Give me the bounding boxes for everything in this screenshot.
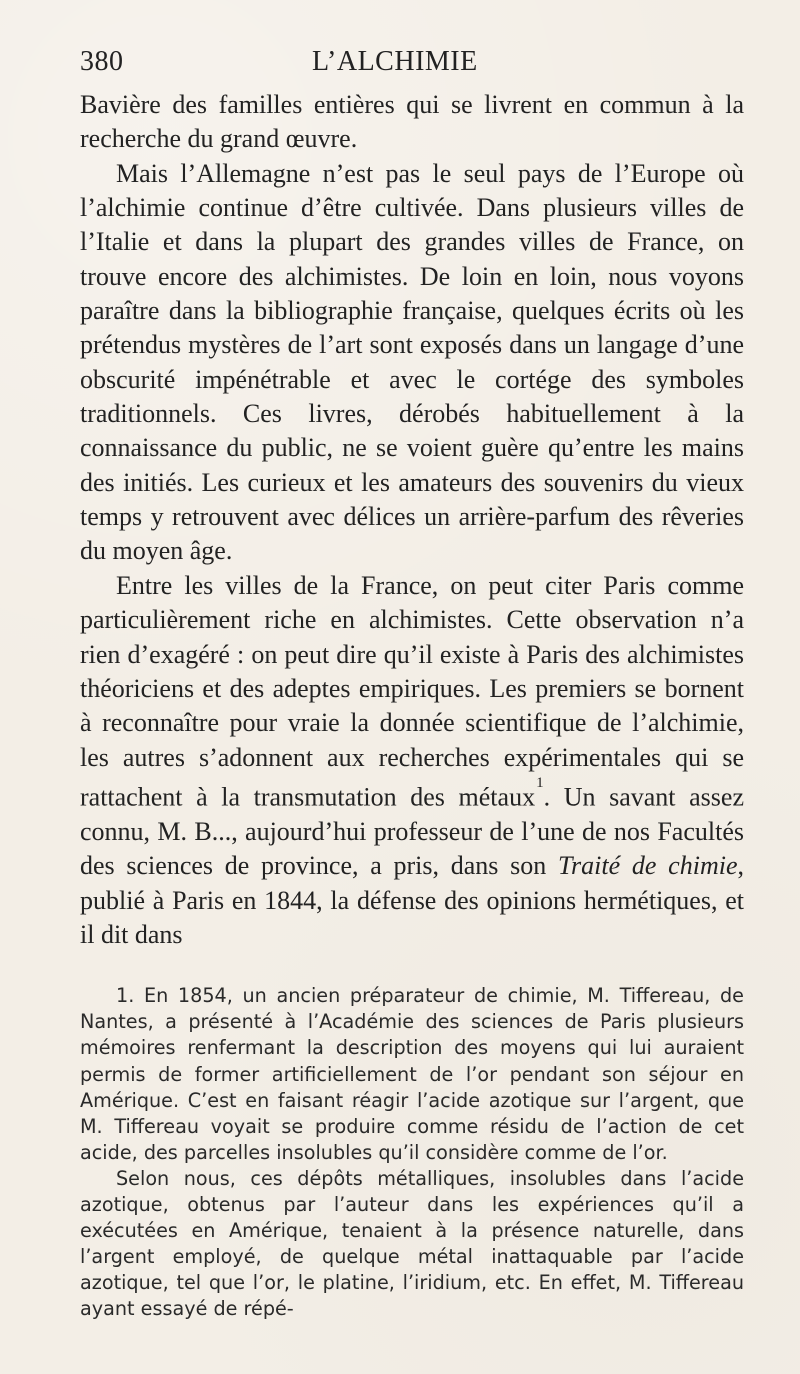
- paragraph-3-text-1: Entre les villes de la France, on peut citer Paris comme particulièrement riche en alchimistes. Cette observation n’a rien d’exagéré : on peut dire qu’il existe à Paris des alchimistes théoriciens et des adeptes empiriques. Les premiers se bornent à reconnaître pour vraie la donnée scientifique de l’alchimie, les autres s’adonnent aux recherches expérimentales qui se rattachent à la transmutation des métaux: [80, 570, 744, 812]
- footnote-1: 1. En 1854, un ancien préparateur de chimie, M. Tiffereau, de Nantes, a présenté à l’Académie des sciences de Paris plusieurs mémoires renfermant la description des moyens qui lui auraient permis de former artificiellement de l’or pendant son séjour en Amérique. C’est en faisant réagir l’acide azotique sur l’argent, que M. Tiffereau voyait se produire comme résidu de l’action de cet acide, des parcelles insolubles qu’il considère comme de l’or.: [80, 984, 744, 1164]
- footnotes: [80, 983, 744, 1322]
- chapter-title: L’ALCHIMIE: [312, 46, 478, 77]
- footnote-1-continued: Selon nous, ces dépôts métalliques, insolubles dans l’acide azotique, obtenus par l’auteur dans les expériences qu’il a exécutées en Amérique, tenaient à la présence naturelle, dans l’argent employé, de quelque métal inattaquable par l’acide azotique, tel que l’or, le platine, l’iridium, etc. En effet, M. Tiffereau ayant essayé de répé-: [80, 1166, 744, 1321]
- running-header: [80, 44, 744, 80]
- paragraph-2: Mais l’Allemagne n’est pas le seul pays de l’Europe où l’alchimie continue d’être cultivée. Dans plusieurs villes de l’Italie et dans la plupart des grandes villes de France, on trouve encore des alchimistes. De loin en loin, nous voyons paraître dans la bibliographie française, quelques écrits où les prétendus mystères de l’art sont exposés dans un langage d’une obscurité impénétrable et avec le cortége des symboles traditionnels. Ces livres, dérobés habituellement à la connaissance du public, ne se voient guère qu’entre les mains des initiés. Les curieux et les amateurs des souvenirs du vieux temps y retrouvent avec délices un arrière-parfum des rêveries du moyen âge.: [80, 158, 744, 566]
- paragraph-1: Bavière des familles entières qui se livrent en commun à la recherche du grand œuvre.: [80, 90, 744, 154]
- paragraph-3: [80, 569, 744, 952]
- page-number: 380: [80, 46, 124, 77]
- paragraph-3-text-3: , publié à Paris en 1844, la défense des opinions hermétiques, et il dit dans: [80, 851, 744, 949]
- book-title: Traité de chimie: [558, 851, 738, 881]
- main-text: [80, 88, 744, 952]
- paragraph-3-text-2: . Un savant assez connu, M. B..., aujourd’hui professeur de l’une de nos Facultés des sciences de province, a pris, dans son: [80, 782, 745, 881]
- footnote-reference[interactable]: 1: [536, 774, 544, 791]
